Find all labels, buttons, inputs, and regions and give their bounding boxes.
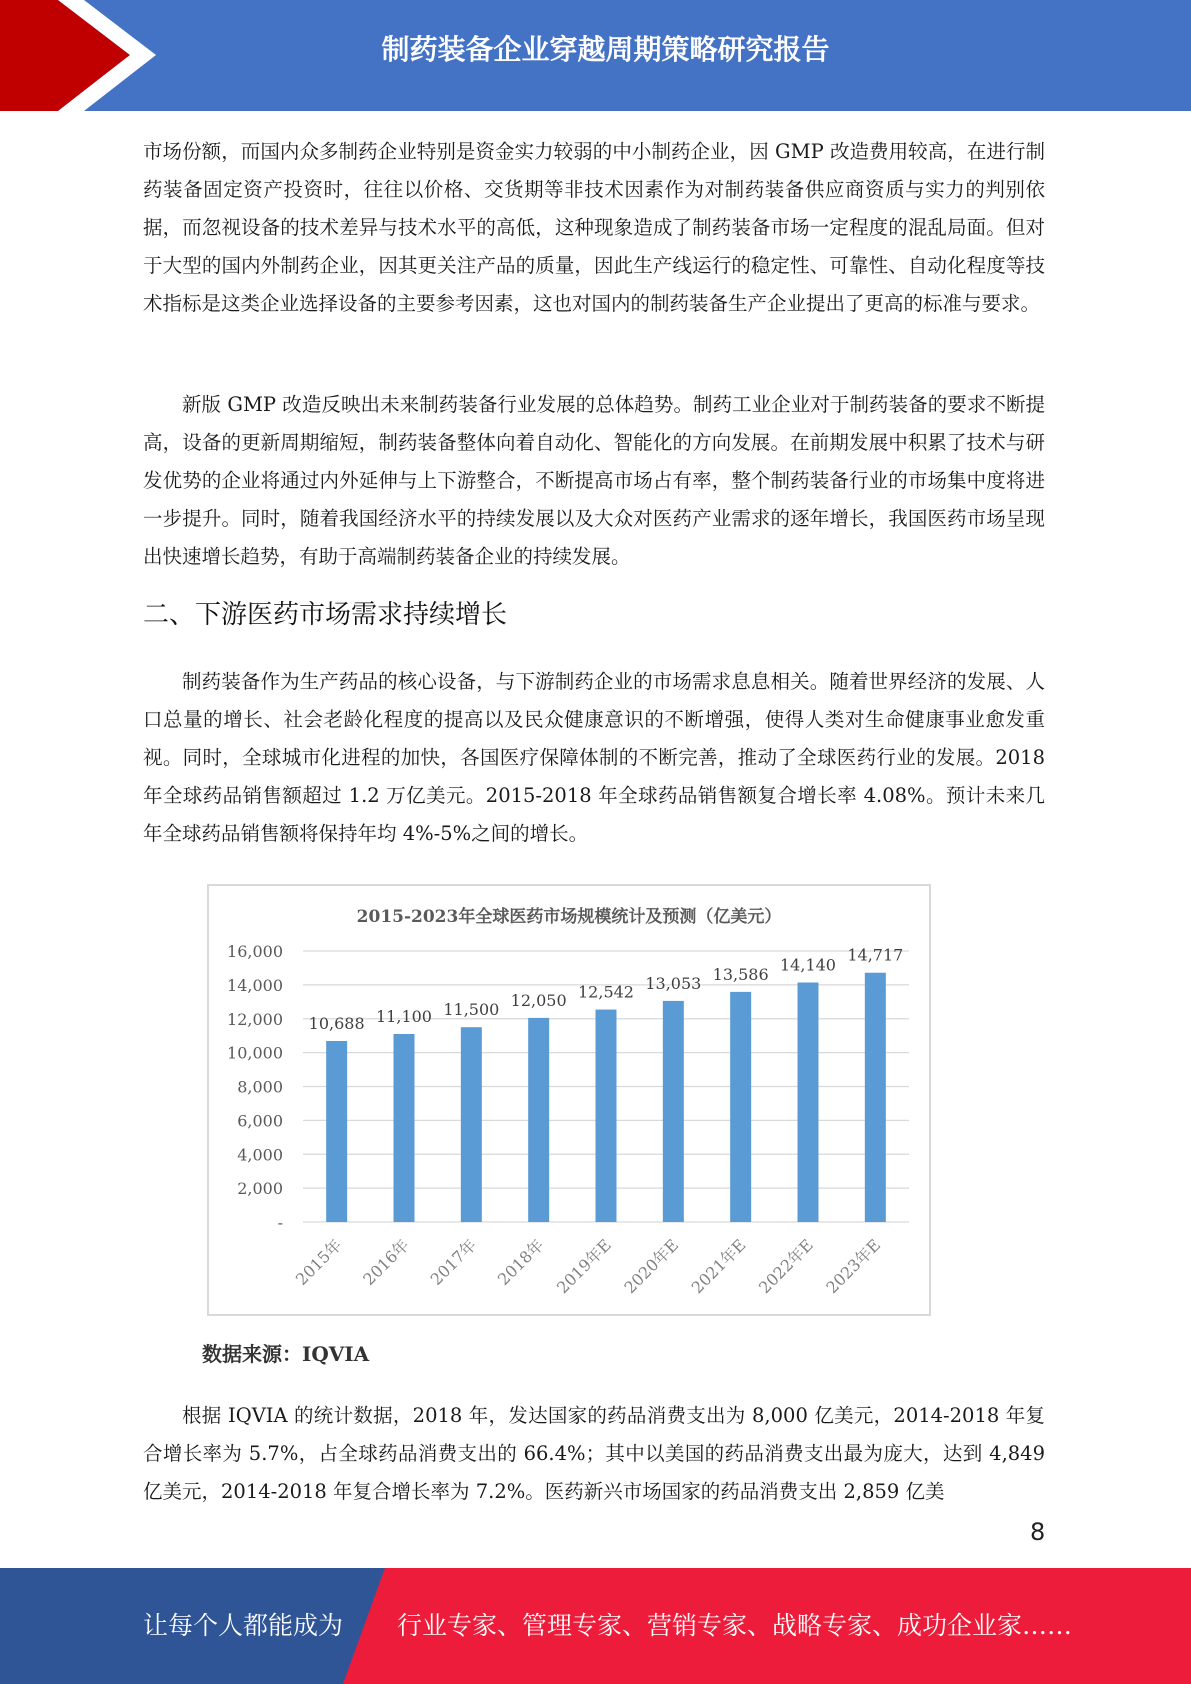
y-tick-label: - — [277, 1213, 283, 1232]
paragraph-downstream-demand: 制药装备作为生产药品的核心设备，与下游制药企业的市场需求息息相关。随着世界经济的发展、人口总量的增长、社会老龄化程度的提高以及民众健康意识的不断增强，使得人类对生命健康事业愈发重视。同时，全球城市化进程的加快，各国医疗保障体制的不断完善，推动了全球医药行业的发展。2018 年全球药品销售额超过 1.2 万亿美元。2015-2018 年全球药品销售额复合增长率 4.08%。预计未来几年全球药品销售额将保持年均 4%-5%之间的增长。 — [143, 670, 1045, 845]
x-tick-label: 2020年E — [620, 1235, 683, 1298]
x-tick-label: 2022年E — [755, 1235, 817, 1298]
chart-source: 数据来源：IQVIA — [202, 1342, 370, 1366]
page-number: 8 — [1030, 1518, 1046, 1546]
x-tick-label: 2019年E — [553, 1235, 615, 1298]
y-tick-label: 2,000 — [237, 1179, 283, 1199]
data-label: 14,140 — [780, 955, 836, 975]
report-title: 制药装备企业穿越周期策略研究报告 — [381, 33, 830, 66]
data-label: 13,053 — [645, 973, 702, 993]
y-tick-label: 8,000 — [237, 1077, 283, 1097]
y-tick-label: 14,000 — [227, 975, 283, 995]
x-tick-label: 2015年 — [291, 1235, 346, 1289]
chart-title: 2015-2023年全球医药市场规模统计及预测（亿美元） — [356, 907, 782, 927]
footer-slogan-left: 让每个人都能成为 — [143, 1611, 344, 1640]
bar — [663, 1001, 684, 1222]
x-tick-label: 2017年 — [426, 1235, 481, 1289]
bar — [865, 973, 886, 1222]
data-label: 11,100 — [376, 1006, 432, 1026]
page-footer — [0, 1568, 1191, 1684]
market-size-chart — [207, 884, 931, 1316]
data-label: 12,542 — [578, 982, 634, 1002]
chart-x-axis — [292, 1235, 884, 1297]
bar — [596, 1010, 617, 1222]
bar — [528, 1018, 549, 1222]
data-label: 11,500 — [443, 1000, 500, 1020]
paragraph-market-share: 市场份额，而国内众多制药企业特别是资金实力较弱的中小制药企业，因 GMP 改造费用较高，在进行制药装备固定资产投资时，往往以价格、交货期等非技术因素作为对制药装备供应商资质与实力的判别依据，而忽视设备的技术差异与技术水平的高低，这种现象造成了制药装备市场一定程度的混乱局面。但对于大型的国内外制药企业，因其更关注产品的质量，因此生产线运行的稳定性、可靠性、自动化程度等技术指标是这类企业选择设备的主要参考因素，这也对国内的制药装备生产企业提出了更高的标准与要求。 — [143, 140, 1045, 315]
data-label: 10,688 — [308, 1013, 365, 1033]
y-tick-label: 10,000 — [227, 1043, 283, 1063]
data-label: 13,586 — [712, 964, 769, 984]
x-tick-label: 2018年 — [493, 1235, 548, 1289]
x-tick-label: 2016年 — [359, 1235, 413, 1289]
bar — [394, 1034, 415, 1222]
chart-svg — [209, 886, 929, 1314]
chart-y-axis — [227, 942, 283, 1232]
paragraph-gmp-trend: 新版 GMP 改造反映出未来制药装备行业发展的总体趋势。制药工业企业对于制药装备的要求不断提高，设备的更新周期缩短，制药装备整体向着自动化、智能化的方向发展。在前期发展中积累了技术与研发优势的企业将通过内外延伸与上下游整合，不断提高市场占有率，整个制药装备行业的市场集中度将进一步提升。同时，随着我国经济水平的持续发展以及大众对医药产业需求的逐年增长，我国医药市场呈现出快速增长趋势，有助于高端制药装备企业的持续发展。 — [143, 393, 1045, 568]
bar — [798, 983, 819, 1222]
footer-slogan-right: 行业专家、管理专家、营销专家、战略专家、成功企业家…… — [397, 1611, 1073, 1640]
paragraph-iqvia-stats: 根据 IQVIA 的统计数据，2018 年，发达国家的药品消费支出为 8,000 亿美元，2014-2018 年复合增长率为 5.7%，占全球药品消费支出的 66.4%；其中以美国的药品消费支出最为庞大，达到 4,849 亿美元，2014-2018 年复合增长率为 7.2%。医药新兴市场国家的药品消费支出 2,859 亿美 — [143, 1404, 1045, 1503]
y-tick-label: 12,000 — [227, 1009, 283, 1029]
section-heading: 二、下游医药市场需求持续增长 — [143, 600, 508, 630]
x-tick-label: 2023年E — [822, 1235, 885, 1298]
y-tick-label: 6,000 — [237, 1111, 283, 1131]
x-tick-label: 2021年E — [687, 1235, 750, 1298]
bar — [730, 992, 751, 1222]
data-label: 12,050 — [510, 990, 567, 1010]
page-header — [0, 0, 1191, 111]
y-tick-label: 16,000 — [227, 942, 283, 961]
bar — [461, 1027, 482, 1222]
y-tick-label: 4,000 — [237, 1145, 283, 1165]
data-label: 14,717 — [847, 945, 904, 965]
bar — [326, 1041, 347, 1222]
